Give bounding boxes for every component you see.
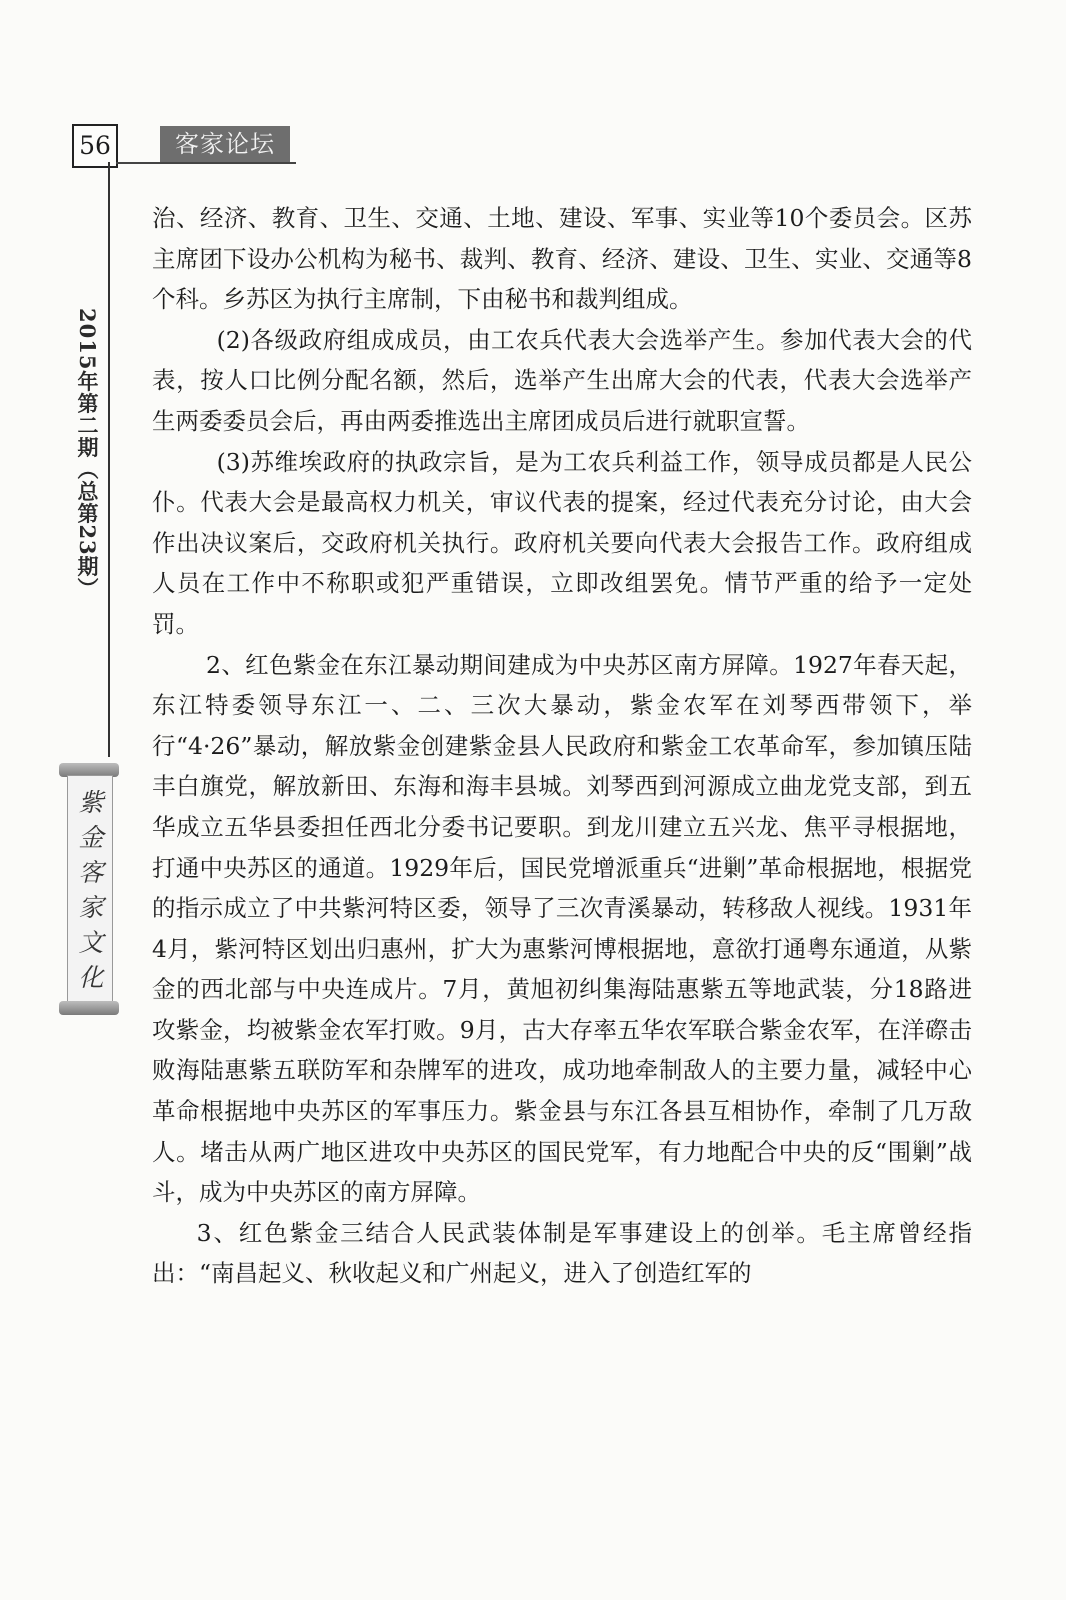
paragraph: (2)各级政府组成成员，由工农兵代表大会选举产生。参加代表大会的代表，按人口比例分配名额，然后，选举产生出席大会的代表，代表大会选举产生两委委员会后，再由两委推选出主席团成员后进行就职宣誓。 — [152, 325, 972, 435]
margin-vertical-rule — [108, 162, 110, 757]
page-number: 56 — [72, 124, 118, 168]
section-title-badge: 客家论坛 — [160, 126, 290, 162]
scroll-ornament — [59, 763, 119, 1015]
paragraph: (3)苏维埃政府的执政宗旨，是为工农兵利益工作，领导成员都是人民公仆。代表大会是最高权力机关，审议代表的提案，经过代表充分讨论，由大会作出决议案后，交政府机关执行。政府机关要向代表大会报告工作。政府组成人员在工作中不称职或犯严重错误，立即改组罢免。情节严重的给予一定处罚。 — [152, 447, 972, 638]
paragraph: 3、红色紫金三结合人民武装体制是军事建设上的创举。毛主席曾经指出：“南昌起义、秋收起义和广州起义，进入了创造红军的 — [152, 1218, 972, 1288]
scroll-cap-bottom — [59, 1001, 119, 1015]
article-body — [152, 198, 972, 1294]
scroll-ornament-text: 紫金客家文化 — [75, 789, 104, 999]
header-rule — [116, 162, 296, 164]
paragraph: 治、经济、教育、卫生、交通、土地、建设、军事、实业等10个委员会。区苏主席团下设办公机构为秘书、裁判、教育、经济、建设、卫生、实业、交通等8个科。乡苏区为执行主席制，下由秘书和裁判组成。 — [152, 204, 972, 314]
paragraph: 2、红色紫金在东江暴动期间建成为中央苏区南方屏障。1927年春天起，东江特委领导东江一、二、三次大暴动，紫金农军在刘琴西带领下，举行“4·26”暴动，解放紫金创建紫金县人民政府和紫金工农革命军，参加镇压陆丰白旗党，解放新田、东海和海丰县城。刘琴西到河源成立曲龙党支部，到五华成立五华县委担任西北分委书记要职。到龙川建立五兴龙、焦平寻根据地，打通中央苏区的通道。1929年后，国民党增派重兵“进剿”革命根据地，根据党的指示成立了中共紫河特区委，领导了三次青溪暴动，转移敌人视线。1931年4月，紫河特区划出归惠州，扩大为惠紫河博根据地，意欲打通粤东通道，从紫金的西北部与中央连成片。7月，黄旭初纠集海陆惠紫五等地武装，分18路进攻紫金，均被紫金农军打败。9月，古大存率五华农军联合紫金农军，在洋磜击败海陆惠紫五联防军和杂牌军的进攻，成功地牵制敌人的主要力量，减轻中心革命根据地中央苏区的军事压力。紫金县与东江各县互相协作，牵制了几万敌人。堵击从两广地区进攻中央苏区的国民党军，有力地配合中央的反“围剿”战斗，成为中央苏区的南方屏障。 — [152, 650, 972, 1207]
issue-label: 2015年第二期（总第23期） — [75, 308, 100, 600]
